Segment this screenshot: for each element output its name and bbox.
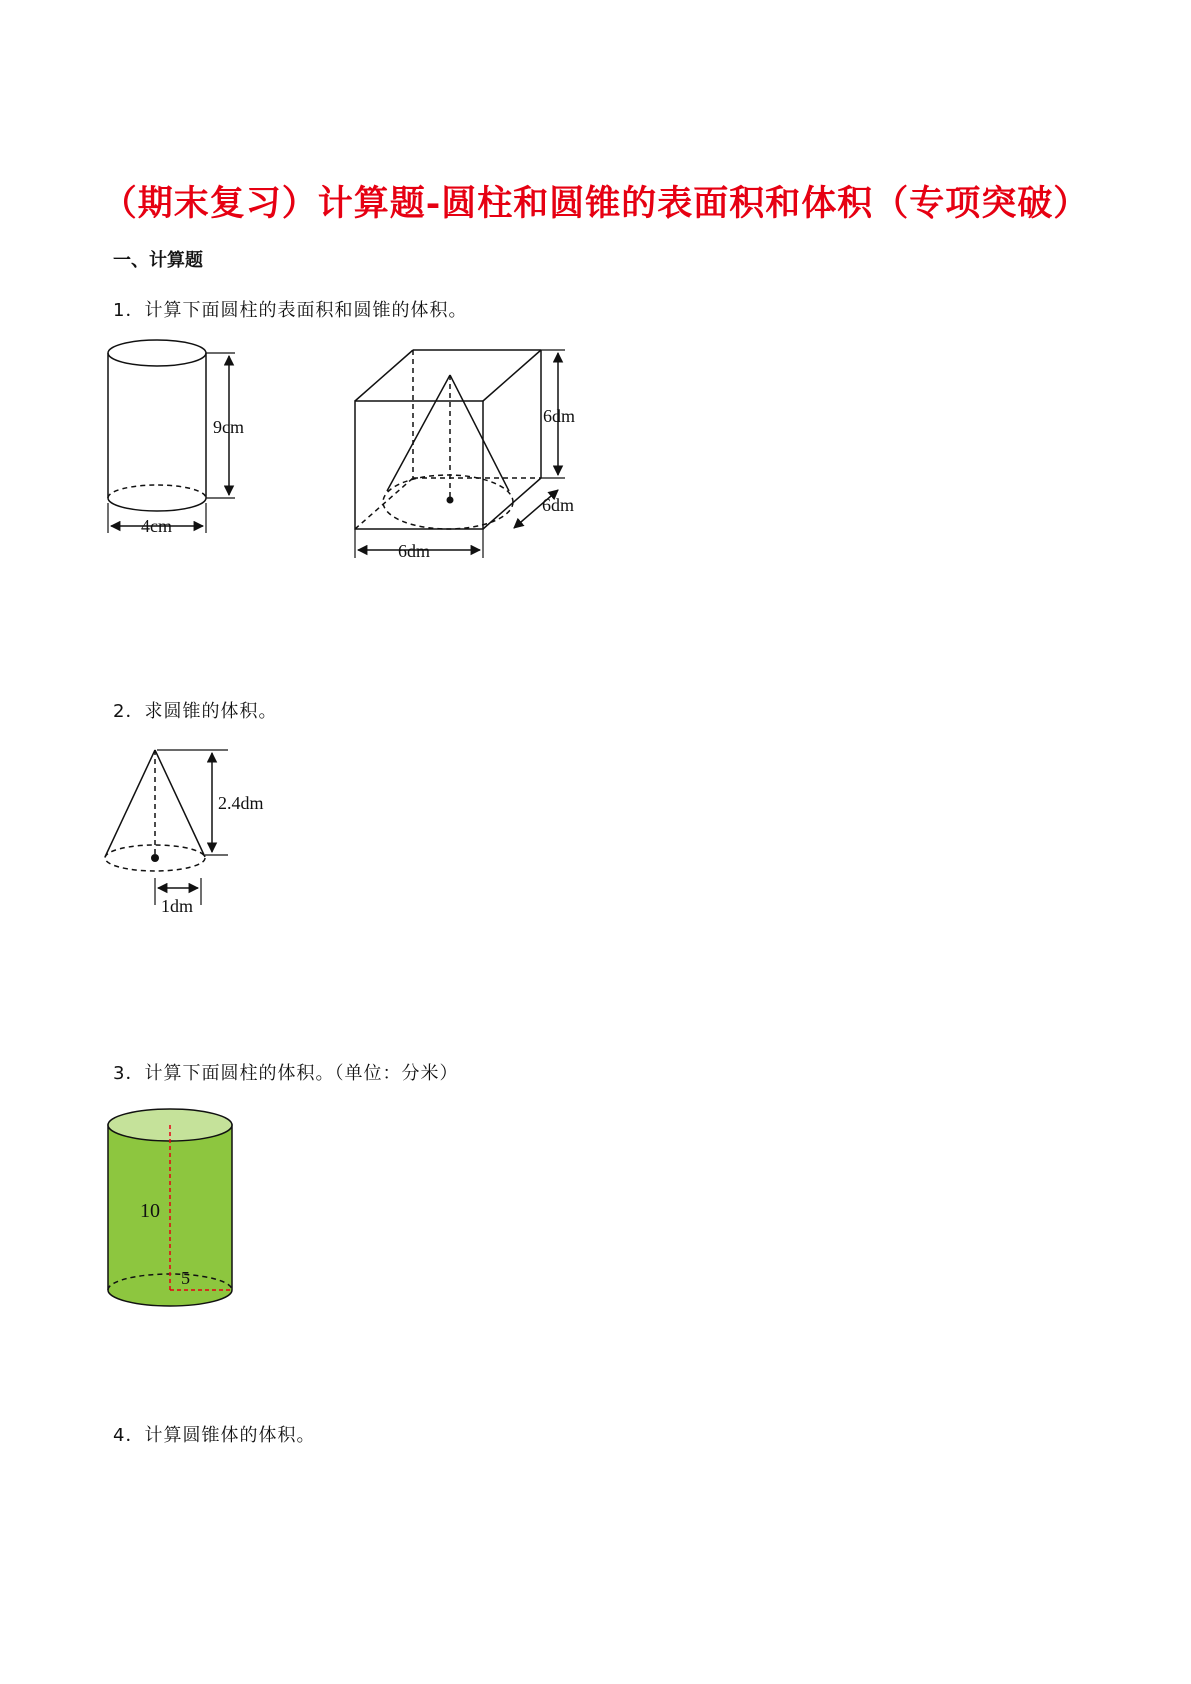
cone-figure [105, 745, 305, 925]
cube-width-label: 6dm [398, 541, 431, 561]
page-title: （期末复习）计算题-圆柱和圆锥的表面积和体积（专项突破） [101, 183, 1090, 224]
cube-depth-label: 6dm [542, 495, 575, 515]
question-3-text: 3．计算下面圆柱的体积。（单位：分米） [113, 1063, 459, 1084]
question-2-text: 2．求圆锥的体积。 [113, 701, 278, 722]
cube-cone-figure [340, 330, 600, 565]
section-heading: 一、计算题 [113, 250, 203, 271]
question-4-text: 4．计算圆锥体的体积。 [113, 1425, 316, 1446]
cylinder-figure [105, 328, 265, 548]
cylinder-diameter-label: 4cm [141, 516, 172, 536]
cylinder-height-label: 9cm [213, 417, 244, 437]
cube-cone-center-dot [447, 497, 454, 504]
cube-height-label: 6dm [543, 406, 576, 426]
green-cylinder-height-label: 10 [140, 1200, 160, 1222]
question-1-text: 1．计算下面圆柱的表面积和圆锥的体积。 [113, 300, 468, 321]
green-cylinder-figure [105, 1100, 265, 1310]
cone-height-label: 2.4dm [218, 793, 264, 813]
green-cylinder-radius-label: 5 [181, 1268, 190, 1288]
cone-center-dot [151, 854, 159, 862]
cone-radius-label: 1dm [161, 896, 194, 916]
